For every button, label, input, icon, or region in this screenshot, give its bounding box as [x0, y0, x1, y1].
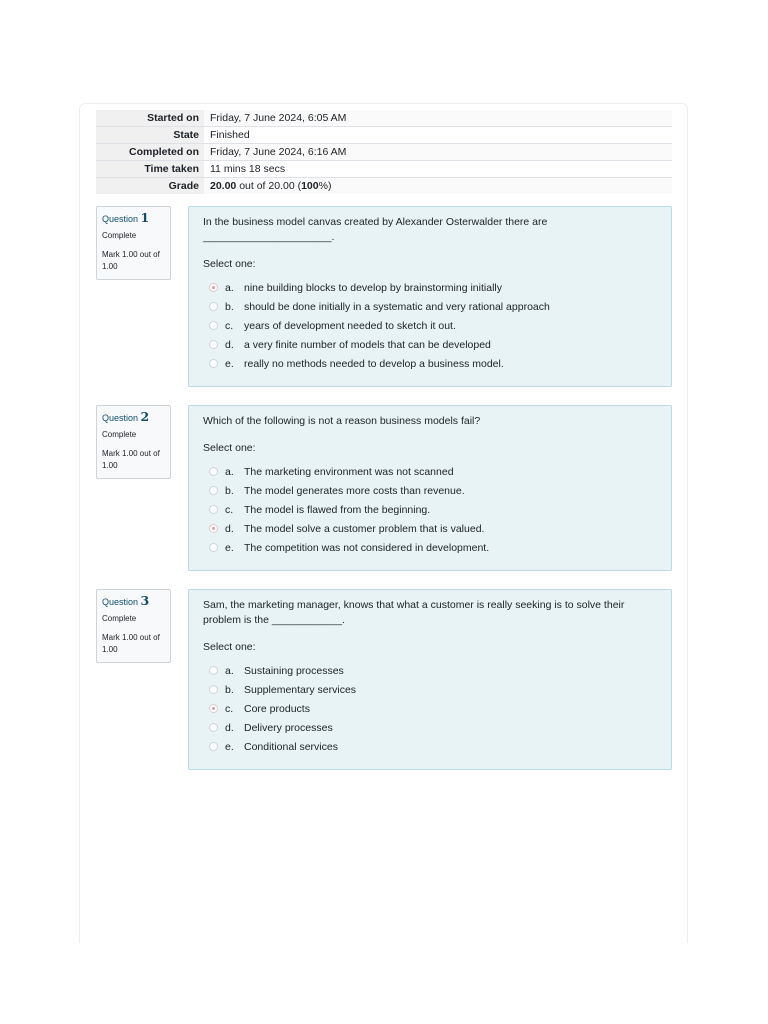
answer-option[interactable]	[203, 481, 657, 500]
summary-row-started	[96, 110, 672, 127]
grade-out-of: out of 20.00 (	[236, 180, 302, 192]
grade-score: 20.00	[210, 180, 237, 192]
option-letter: a.	[225, 465, 234, 478]
question-2-content	[188, 405, 672, 571]
question-1-info	[96, 206, 171, 280]
option-letter: a.	[225, 664, 234, 677]
answer-option[interactable]	[203, 538, 657, 557]
radio-button[interactable]	[209, 340, 218, 349]
answer-option[interactable]	[203, 718, 657, 737]
radio-button[interactable]	[209, 359, 218, 368]
answer-options	[203, 278, 657, 373]
option-text: Delivery processes	[244, 721, 333, 734]
answer-option[interactable]	[203, 297, 657, 316]
option-text: The marketing environment was not scanned	[244, 465, 454, 478]
radio-button[interactable]	[209, 283, 218, 292]
radio-button[interactable]	[209, 321, 218, 330]
answer-option[interactable]	[203, 519, 657, 538]
answer-option[interactable]	[203, 354, 657, 373]
option-letter: d.	[225, 721, 234, 734]
summary-row-grade	[96, 178, 672, 195]
option-letter: b.	[225, 300, 234, 313]
answer-option[interactable]	[203, 680, 657, 699]
radio-button[interactable]	[209, 704, 218, 713]
attempt-summary-table	[96, 110, 672, 194]
option-letter: d.	[225, 338, 234, 351]
summary-row-completed	[96, 144, 672, 161]
radio-button[interactable]	[209, 543, 218, 552]
answer-option[interactable]	[203, 737, 657, 756]
grade-suffix: %)	[318, 180, 332, 192]
radio-button[interactable]	[209, 685, 218, 694]
option-text: Supplementary services	[244, 683, 357, 696]
option-text: The model is flawed from the beginning.	[244, 503, 431, 516]
radio-button[interactable]	[209, 524, 218, 533]
question-number: Question 1	[102, 210, 150, 225]
answer-option[interactable]	[203, 316, 657, 335]
option-text: Sustaining processes	[244, 664, 344, 677]
grade-value	[204, 178, 672, 195]
option-letter: e.	[225, 357, 234, 370]
question-mark: Mark 1.00 out of 1.00	[102, 250, 160, 271]
grade-percent: 100	[301, 180, 319, 192]
answer-option[interactable]	[203, 699, 657, 718]
option-text: nine building blocks to develop by brainstorming initially	[244, 281, 502, 294]
answer-option[interactable]	[203, 278, 657, 297]
question-mark: Mark 1.00 out of 1.00	[102, 633, 160, 654]
summary-label: Started on	[96, 110, 204, 127]
summary-row-time-taken	[96, 161, 672, 178]
option-text: The competition was not considered in development.	[244, 541, 490, 554]
answer-option[interactable]	[203, 500, 657, 519]
question-3-content	[188, 589, 672, 770]
option-letter: e.	[225, 740, 234, 753]
question-text: Which of the following is not a reason business models fail?	[203, 415, 481, 427]
question-2-info	[96, 405, 171, 479]
option-letter: c.	[225, 319, 234, 332]
option-text: a very finite number of models that can be developed	[244, 338, 491, 351]
summary-label: Time taken	[96, 161, 204, 178]
answer-option[interactable]	[203, 661, 657, 680]
radio-button[interactable]	[209, 302, 218, 311]
select-one-prompt: Select one:	[203, 442, 256, 454]
summary-row-state	[96, 127, 672, 144]
answer-option[interactable]	[203, 462, 657, 481]
radio-button[interactable]	[209, 467, 218, 476]
option-letter: a.	[225, 281, 234, 294]
answer-option[interactable]	[203, 335, 657, 354]
answer-options	[203, 462, 657, 557]
radio-button[interactable]	[209, 742, 218, 751]
question-3-info	[96, 589, 171, 663]
question-state: Complete	[102, 430, 137, 439]
question-text: Sam, the marketing manager, knows that what a customer is really seeking is to solve their problem is the ____________.	[203, 599, 625, 626]
radio-button[interactable]	[209, 723, 218, 732]
answer-options	[203, 661, 657, 756]
summary-value: Friday, 7 June 2024, 6:16 AM	[204, 144, 672, 161]
option-text: really no methods needed to develop a business model.	[244, 357, 504, 370]
radio-button[interactable]	[209, 505, 218, 514]
summary-value: Friday, 7 June 2024, 6:05 AM	[204, 110, 672, 127]
question-state: Complete	[102, 231, 137, 240]
summary-value: Finished	[204, 127, 672, 144]
radio-button[interactable]	[209, 666, 218, 675]
option-text: The model solve a customer problem that is valued.	[244, 522, 485, 535]
select-one-prompt: Select one:	[203, 641, 256, 653]
option-letter: b.	[225, 484, 234, 497]
option-text: should be done initially in a systematic and very rational approach	[244, 300, 550, 313]
question-text: In the business model canvas created by Alexander Osterwalder there are ______________________.	[203, 216, 548, 243]
summary-value: 11 mins 18 secs	[204, 161, 672, 178]
option-letter: b.	[225, 683, 234, 696]
summary-label: Grade	[96, 178, 204, 195]
option-letter: e.	[225, 541, 234, 554]
question-state: Complete	[102, 614, 137, 623]
option-letter: c.	[225, 503, 234, 516]
option-text: years of development needed to sketch it out.	[244, 319, 456, 332]
select-one-prompt: Select one:	[203, 258, 256, 270]
option-letter: d.	[225, 522, 234, 535]
option-text: Conditional services	[244, 740, 338, 753]
option-letter: c.	[225, 702, 234, 715]
option-text: The model generates more costs than revenue.	[244, 484, 465, 497]
question-mark: Mark 1.00 out of 1.00	[102, 449, 160, 470]
option-text: Core products	[244, 702, 310, 715]
radio-button[interactable]	[209, 486, 218, 495]
question-1-content	[188, 206, 672, 387]
summary-label: State	[96, 127, 204, 144]
question-number: Question 2	[102, 409, 150, 424]
question-number: Question 3	[102, 593, 150, 608]
summary-label: Completed on	[96, 144, 204, 161]
